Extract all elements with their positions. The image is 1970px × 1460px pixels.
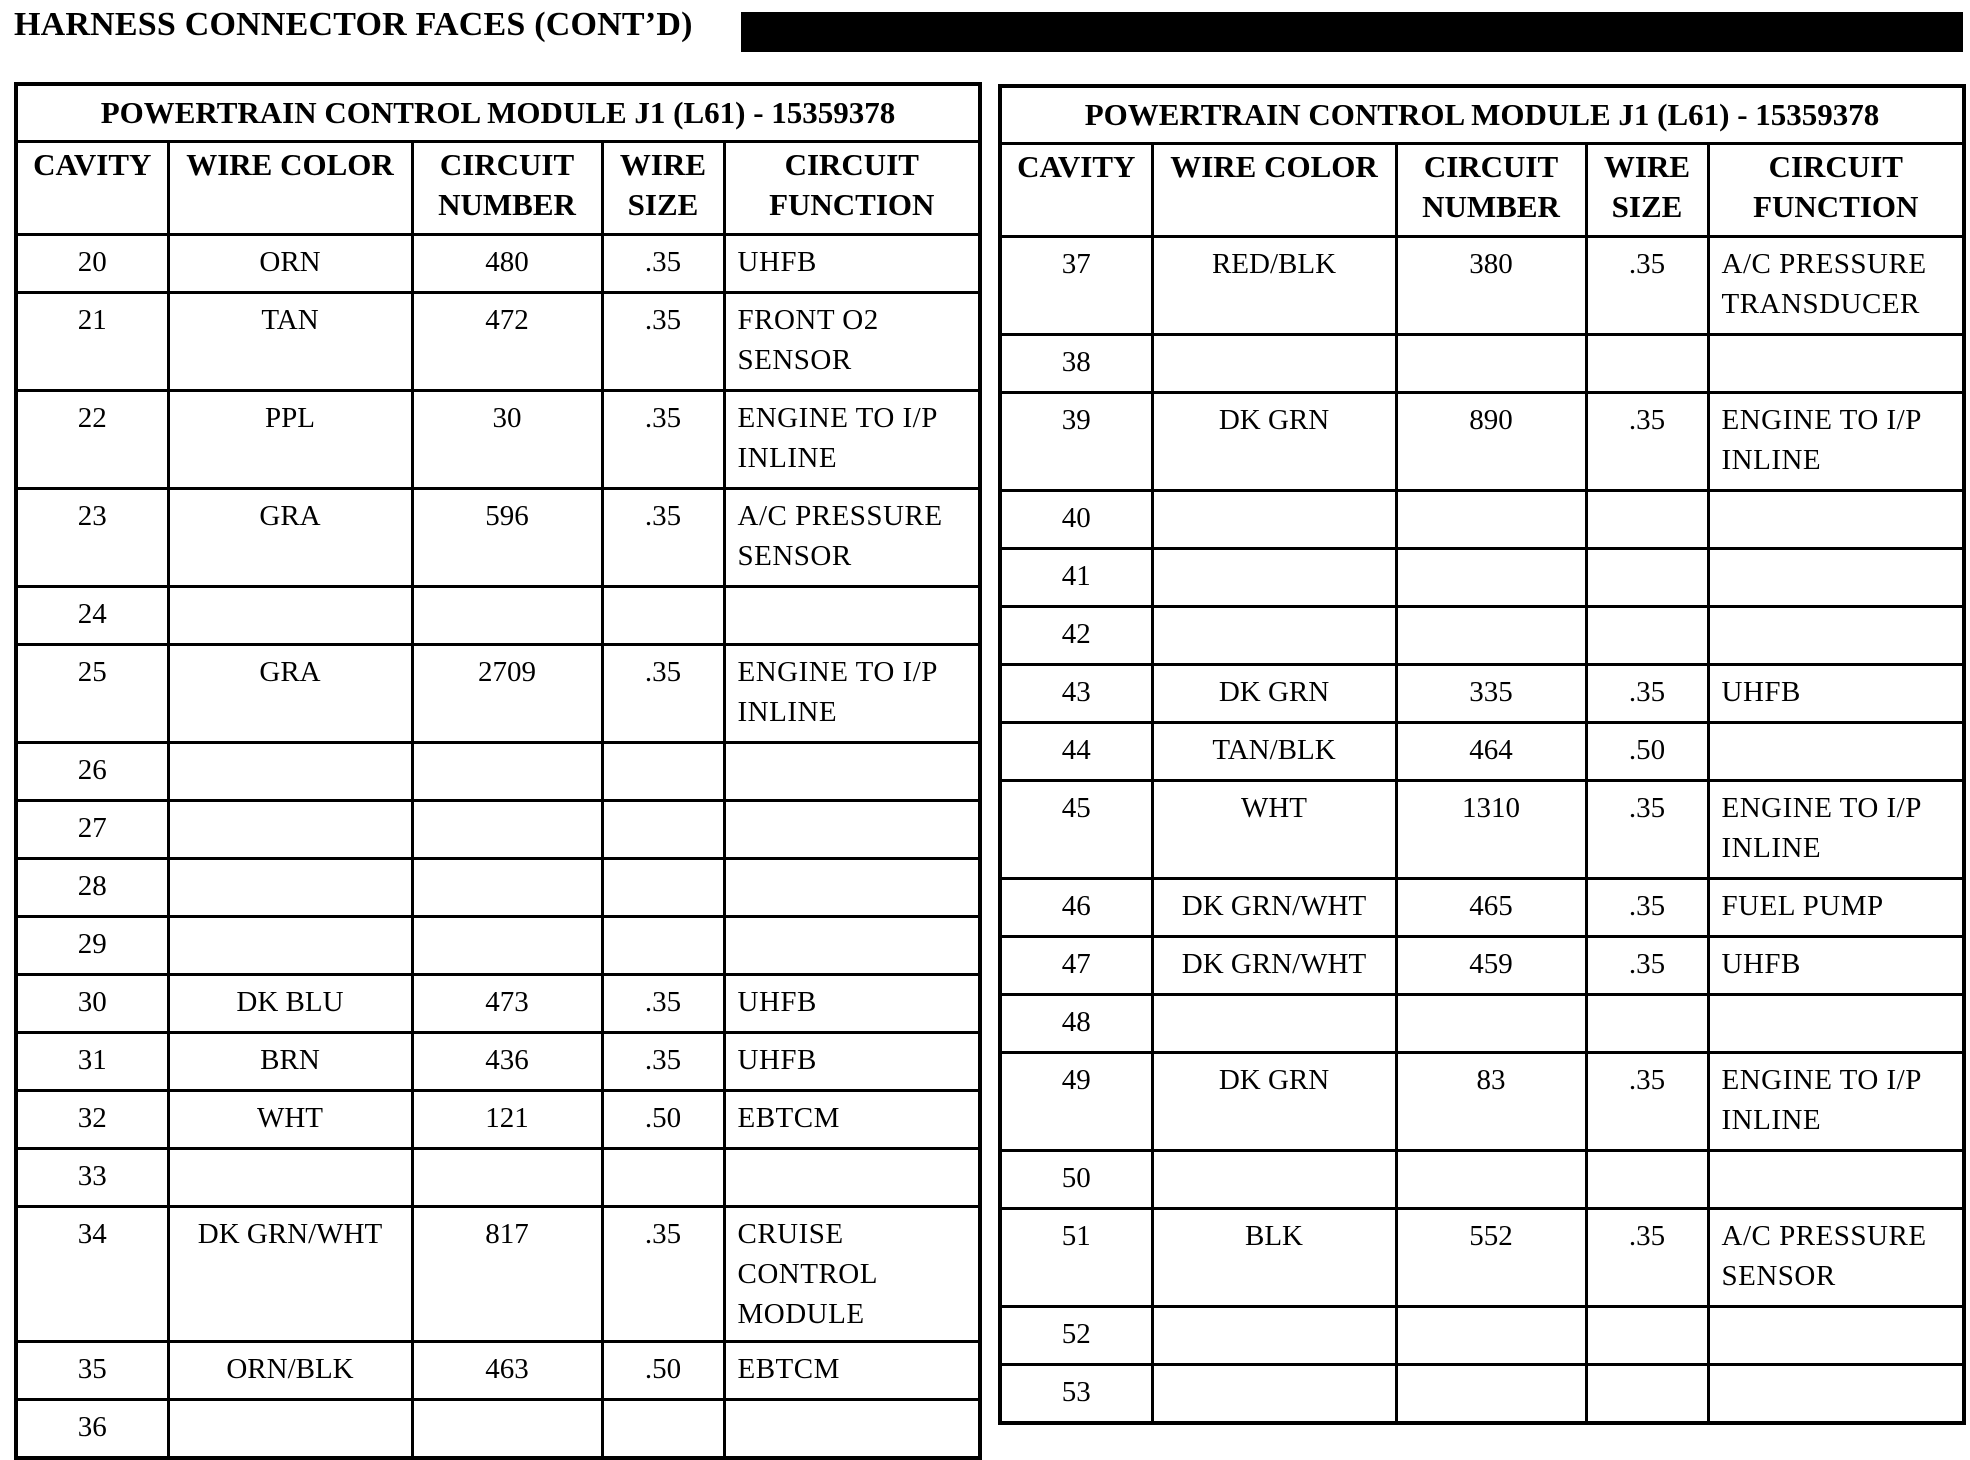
cavity-cell: 32	[16, 1091, 168, 1149]
wire-color-cell	[168, 859, 412, 917]
wire-size-cell: .35	[1586, 665, 1708, 723]
cavity-cell: 40	[1000, 491, 1152, 549]
circuit-number-cell: 464	[1396, 723, 1586, 781]
wire-size-cell: .50	[1586, 723, 1708, 781]
wire-size-cell: .35	[1586, 781, 1708, 879]
circuit-number-cell: 30	[412, 391, 602, 489]
table-row	[16, 293, 980, 391]
table-row	[1000, 1151, 1964, 1209]
circuit-number-cell: 552	[1396, 1209, 1586, 1307]
circuit-number-cell: 2709	[412, 645, 602, 743]
circuit-number-cell: 480	[412, 235, 602, 293]
circuit-function-cell: EBTCM	[724, 1342, 980, 1400]
wire-size-cell	[602, 801, 724, 859]
table-row	[16, 1033, 980, 1091]
circuit-function-cell	[1708, 491, 1964, 549]
circuit-function-cell: ENGINE TO I/P INLINE	[1708, 1053, 1964, 1151]
circuit-number-cell	[412, 801, 602, 859]
table-row	[1000, 1365, 1964, 1424]
wire-size-cell	[1586, 491, 1708, 549]
circuit-number-cell: 817	[412, 1207, 602, 1342]
circuit-number-cell	[1396, 1307, 1586, 1365]
wire-color-cell: DK GRN/WHT	[1152, 937, 1396, 995]
cavity-cell: 50	[1000, 1151, 1152, 1209]
wire-color-cell	[1152, 607, 1396, 665]
circuit-number-cell: 83	[1396, 1053, 1586, 1151]
wire-color-cell: GRA	[168, 489, 412, 587]
wire-color-cell: RED/BLK	[1152, 237, 1396, 335]
wire-color-cell	[1152, 335, 1396, 393]
wire-color-cell: PPL	[168, 391, 412, 489]
wire-color-cell	[168, 917, 412, 975]
circuit-number-cell: 459	[1396, 937, 1586, 995]
wire-color-cell: DK GRN/WHT	[1152, 879, 1396, 937]
circuit-function-cell	[1708, 1151, 1964, 1209]
table-row	[16, 1149, 980, 1207]
wire-color-cell	[1152, 1365, 1396, 1424]
wire-size-cell	[1586, 1151, 1708, 1209]
wire-size-cell	[1586, 549, 1708, 607]
wire-size-cell: .35	[602, 235, 724, 293]
circuit-number-cell	[1396, 491, 1586, 549]
circuit-number-cell: 472	[412, 293, 602, 391]
wire-size-cell: .35	[1586, 879, 1708, 937]
circuit-function-cell	[724, 1149, 980, 1207]
cavity-cell: 41	[1000, 549, 1152, 607]
circuit-number-cell	[1396, 1365, 1586, 1424]
wire-size-cell: .35	[602, 975, 724, 1033]
cavity-cell: 27	[16, 801, 168, 859]
cavity-cell: 53	[1000, 1365, 1152, 1424]
table-row	[16, 1342, 980, 1400]
wire-size-cell: .35	[602, 645, 724, 743]
circuit-function-cell	[1708, 607, 1964, 665]
wire-color-cell: DK BLU	[168, 975, 412, 1033]
circuit-function-cell: A/C PRESSURE TRANSDUCER	[1708, 237, 1964, 335]
circuit-function-cell: ENGINE TO I/P INLINE	[1708, 393, 1964, 491]
wire-size-cell: .35	[602, 1033, 724, 1091]
circuit-number-cell	[412, 1400, 602, 1459]
header-rule-bar	[741, 12, 1963, 52]
circuit-number-cell	[412, 587, 602, 645]
page-header	[14, 4, 1966, 48]
wire-size-cell: .50	[602, 1342, 724, 1400]
wire-size-cell	[1586, 995, 1708, 1053]
column-header-wire-size: WIRE SIZE	[602, 142, 724, 235]
circuit-function-cell: ENGINE TO I/P INLINE	[1708, 781, 1964, 879]
cavity-cell: 36	[16, 1400, 168, 1459]
circuit-function-cell: UHFB	[724, 1033, 980, 1091]
table-row	[1000, 937, 1964, 995]
circuit-number-cell: 121	[412, 1091, 602, 1149]
circuit-function-cell: A/C PRESSURE SENSOR	[724, 489, 980, 587]
circuit-function-cell: UHFB	[1708, 665, 1964, 723]
circuit-number-cell: 596	[412, 489, 602, 587]
table-row	[16, 587, 980, 645]
table-row	[1000, 237, 1964, 335]
table-row	[1000, 491, 1964, 549]
circuit-number-cell	[412, 859, 602, 917]
connector-table-right	[998, 84, 1966, 1425]
wire-color-cell: BLK	[1152, 1209, 1396, 1307]
wire-size-cell	[602, 859, 724, 917]
table-row	[16, 917, 980, 975]
circuit-number-cell: 473	[412, 975, 602, 1033]
circuit-number-cell	[412, 1149, 602, 1207]
wire-color-cell	[1152, 549, 1396, 607]
circuit-function-cell	[724, 801, 980, 859]
table-row	[1000, 1307, 1964, 1365]
wire-color-cell: WHT	[1152, 781, 1396, 879]
table-caption: POWERTRAIN CONTROL MODULE J1 (L61) - 15359378	[1000, 86, 1964, 144]
table-row	[1000, 607, 1964, 665]
cavity-cell: 23	[16, 489, 168, 587]
cavity-cell: 29	[16, 917, 168, 975]
table-row	[1000, 781, 1964, 879]
cavity-cell: 46	[1000, 879, 1152, 937]
circuit-function-cell	[1708, 723, 1964, 781]
cavity-cell: 35	[16, 1342, 168, 1400]
table-row	[16, 1400, 980, 1459]
table-row	[16, 391, 980, 489]
cavity-cell: 51	[1000, 1209, 1152, 1307]
table-row	[1000, 879, 1964, 937]
cavity-cell: 52	[1000, 1307, 1152, 1365]
column-header-wire-size: WIRE SIZE	[1586, 144, 1708, 237]
circuit-function-cell: FUEL PUMP	[1708, 879, 1964, 937]
circuit-number-cell: 465	[1396, 879, 1586, 937]
circuit-function-cell: EBTCM	[724, 1091, 980, 1149]
wire-color-cell	[1152, 491, 1396, 549]
cavity-cell: 45	[1000, 781, 1152, 879]
wire-size-cell: .35	[1586, 1209, 1708, 1307]
table-row	[16, 801, 980, 859]
cavity-cell: 38	[1000, 335, 1152, 393]
wire-color-cell: DK GRN	[1152, 393, 1396, 491]
wire-size-cell	[1586, 1307, 1708, 1365]
cavity-cell: 34	[16, 1207, 168, 1342]
table-row	[1000, 549, 1964, 607]
circuit-number-cell	[412, 743, 602, 801]
cavity-cell: 44	[1000, 723, 1152, 781]
circuit-function-cell	[724, 1400, 980, 1459]
wire-color-cell: ORN	[168, 235, 412, 293]
wire-color-cell	[168, 587, 412, 645]
wire-color-cell	[168, 743, 412, 801]
wire-color-cell: DK GRN	[1152, 1053, 1396, 1151]
cavity-cell: 39	[1000, 393, 1152, 491]
wire-size-cell	[1586, 335, 1708, 393]
wire-size-cell: .35	[1586, 937, 1708, 995]
circuit-function-cell: ENGINE TO I/P INLINE	[724, 645, 980, 743]
circuit-number-cell	[1396, 549, 1586, 607]
wire-color-cell: GRA	[168, 645, 412, 743]
circuit-function-cell	[1708, 1365, 1964, 1424]
cavity-cell: 31	[16, 1033, 168, 1091]
table-row	[1000, 723, 1964, 781]
circuit-function-cell: UHFB	[724, 235, 980, 293]
wire-size-cell: .35	[602, 1207, 724, 1342]
circuit-number-cell: 335	[1396, 665, 1586, 723]
wire-color-cell: TAN	[168, 293, 412, 391]
wire-color-cell	[168, 1149, 412, 1207]
circuit-function-cell: UHFB	[1708, 937, 1964, 995]
wire-color-cell: DK GRN/WHT	[168, 1207, 412, 1342]
wire-color-cell	[168, 801, 412, 859]
table-row	[1000, 1209, 1964, 1307]
wire-size-cell	[1586, 607, 1708, 665]
column-header-circuit-number: CIRCUIT NUMBER	[412, 142, 602, 235]
column-header-wire-color: WIRE COLOR	[168, 142, 412, 235]
circuit-number-cell	[1396, 335, 1586, 393]
circuit-function-cell	[724, 917, 980, 975]
wire-size-cell	[1586, 1365, 1708, 1424]
cavity-cell: 33	[16, 1149, 168, 1207]
cavity-cell: 42	[1000, 607, 1152, 665]
wire-color-cell: BRN	[168, 1033, 412, 1091]
circuit-number-cell	[1396, 1151, 1586, 1209]
page-title: HARNESS CONNECTOR FACES (CONT’D)	[14, 6, 693, 43]
cavity-cell: 43	[1000, 665, 1152, 723]
wire-size-cell	[602, 917, 724, 975]
table-row	[1000, 393, 1964, 491]
cavity-cell: 37	[1000, 237, 1152, 335]
circuit-number-cell: 436	[412, 1033, 602, 1091]
wire-size-cell: .35	[1586, 237, 1708, 335]
column-header-cavity: CAVITY	[16, 142, 168, 235]
circuit-function-cell: CRUISE CONTROL MODULE	[724, 1207, 980, 1342]
cavity-cell: 21	[16, 293, 168, 391]
circuit-function-cell: UHFB	[724, 975, 980, 1033]
wire-size-cell: .35	[1586, 393, 1708, 491]
circuit-number-cell: 1310	[1396, 781, 1586, 879]
cavity-cell: 24	[16, 587, 168, 645]
table-row	[1000, 665, 1964, 723]
circuit-function-cell	[724, 587, 980, 645]
wire-size-cell	[602, 587, 724, 645]
wire-size-cell	[602, 1149, 724, 1207]
column-header-circuit-function: CIRCUIT FUNCTION	[724, 142, 980, 235]
table-caption: POWERTRAIN CONTROL MODULE J1 (L61) - 15359378	[16, 84, 980, 142]
wire-color-cell: DK GRN	[1152, 665, 1396, 723]
circuit-number-cell: 380	[1396, 237, 1586, 335]
cavity-cell: 20	[16, 235, 168, 293]
circuit-number-cell	[1396, 607, 1586, 665]
wire-size-cell: .50	[602, 1091, 724, 1149]
wire-color-cell: TAN/BLK	[1152, 723, 1396, 781]
table-row	[16, 859, 980, 917]
column-header-circuit-function: CIRCUIT FUNCTION	[1708, 144, 1964, 237]
circuit-function-cell	[1708, 335, 1964, 393]
column-header-cavity: CAVITY	[1000, 144, 1152, 237]
circuit-number-cell	[412, 917, 602, 975]
wire-size-cell: .35	[602, 293, 724, 391]
wire-color-cell	[1152, 995, 1396, 1053]
wire-color-cell: WHT	[168, 1091, 412, 1149]
wire-size-cell: .35	[602, 489, 724, 587]
circuit-function-cell	[1708, 549, 1964, 607]
circuit-function-cell	[724, 859, 980, 917]
cavity-cell: 47	[1000, 937, 1152, 995]
circuit-function-cell: ENGINE TO I/P INLINE	[724, 391, 980, 489]
column-header-circuit-number: CIRCUIT NUMBER	[1396, 144, 1586, 237]
circuit-function-cell: FRONT O2 SENSOR	[724, 293, 980, 391]
table-row	[16, 743, 980, 801]
wire-color-cell	[1152, 1151, 1396, 1209]
wire-size-cell: .35	[602, 391, 724, 489]
cavity-cell: 28	[16, 859, 168, 917]
circuit-function-cell	[724, 743, 980, 801]
circuit-number-cell: 890	[1396, 393, 1586, 491]
wire-color-cell: ORN/BLK	[168, 1342, 412, 1400]
column-header-wire-color: WIRE COLOR	[1152, 144, 1396, 237]
table-row	[1000, 995, 1964, 1053]
cavity-cell: 22	[16, 391, 168, 489]
table-row	[16, 1091, 980, 1149]
table-row	[16, 235, 980, 293]
wire-size-cell	[602, 743, 724, 801]
wire-size-cell: .35	[1586, 1053, 1708, 1151]
wire-color-cell	[168, 1400, 412, 1459]
table-row	[16, 645, 980, 743]
circuit-function-cell	[1708, 995, 1964, 1053]
cavity-cell: 25	[16, 645, 168, 743]
cavity-cell: 49	[1000, 1053, 1152, 1151]
wire-size-cell	[602, 1400, 724, 1459]
table-row	[1000, 335, 1964, 393]
circuit-function-cell: A/C PRESSURE SENSOR	[1708, 1209, 1964, 1307]
table-row	[1000, 1053, 1964, 1151]
cavity-cell: 48	[1000, 995, 1152, 1053]
connector-table-left	[14, 82, 982, 1460]
wire-color-cell	[1152, 1307, 1396, 1365]
cavity-cell: 26	[16, 743, 168, 801]
circuit-number-cell: 463	[412, 1342, 602, 1400]
table-row	[16, 975, 980, 1033]
cavity-cell: 30	[16, 975, 168, 1033]
circuit-function-cell	[1708, 1307, 1964, 1365]
circuit-number-cell	[1396, 995, 1586, 1053]
table-row	[16, 489, 980, 587]
table-row	[16, 1207, 980, 1342]
